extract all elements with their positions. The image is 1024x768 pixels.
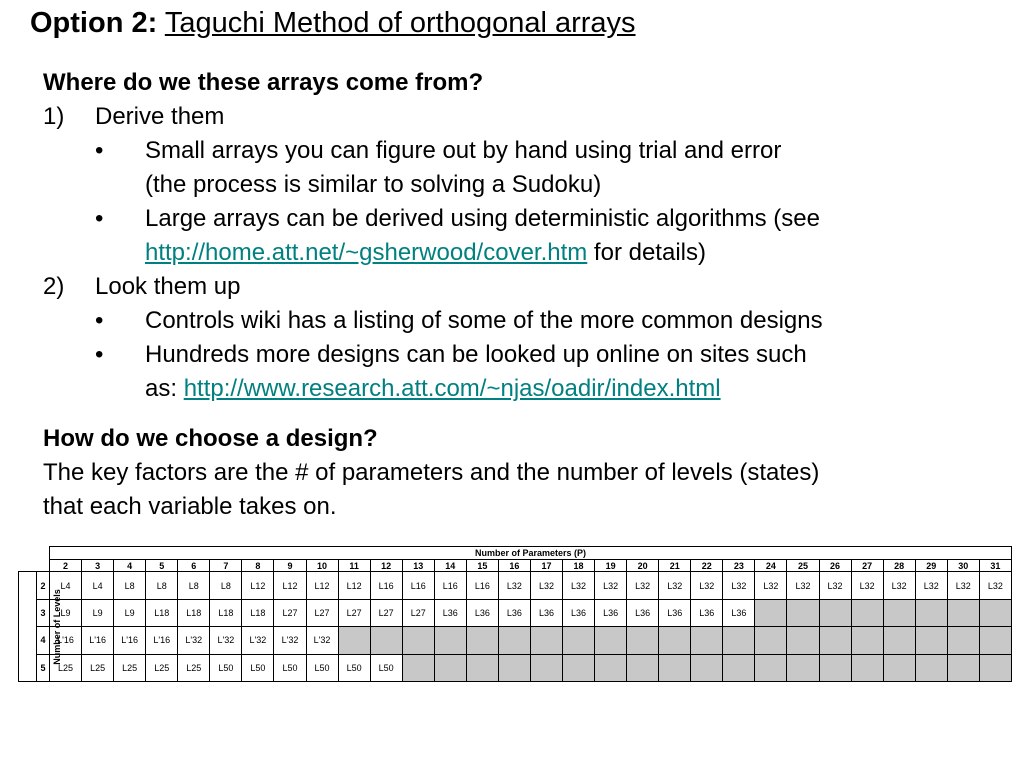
param-count-header: 27 <box>851 560 883 572</box>
param-count-header: 26 <box>819 560 851 572</box>
param-count-header: 25 <box>787 560 819 572</box>
bullet-small-arrays <box>43 134 1003 168</box>
param-count-header: 31 <box>979 560 1011 572</box>
array-cell <box>498 627 530 654</box>
array-cell: L'16 <box>50 627 82 654</box>
array-cell <box>627 654 659 681</box>
levels-header <box>19 572 62 682</box>
array-cell: L16 <box>370 572 402 599</box>
array-cell <box>851 627 883 654</box>
array-cell: L36 <box>595 599 627 626</box>
array-cell <box>466 654 498 681</box>
array-cell: L27 <box>338 599 370 626</box>
array-cell: L'16 <box>82 627 114 654</box>
level-row <box>19 572 1012 599</box>
title-method-name: Taguchi Method of orthogonal arrays <box>164 7 636 39</box>
array-cell <box>595 627 627 654</box>
array-cell: L12 <box>306 572 338 599</box>
bullet-mark: • <box>95 205 104 232</box>
array-cell <box>723 654 755 681</box>
array-cell <box>563 627 595 654</box>
array-cell: L50 <box>242 654 274 681</box>
param-count-header: 12 <box>370 560 402 572</box>
array-cell: L36 <box>563 599 595 626</box>
param-count-header: 4 <box>114 560 146 572</box>
array-cell <box>691 627 723 654</box>
array-cell: L'16 <box>114 627 146 654</box>
level-row <box>19 654 1012 681</box>
array-cell: L36 <box>530 599 562 626</box>
orthogonal-array-table <box>18 546 1012 682</box>
list-item-text: Derive them <box>95 103 225 130</box>
param-count-header: 7 <box>210 560 242 572</box>
array-cell <box>434 627 466 654</box>
array-cell <box>915 599 947 626</box>
array-cell: L32 <box>915 572 947 599</box>
bullet-text: Controls wiki has a listing of some of the more common designs <box>145 307 823 334</box>
list-item-lookup <box>43 270 1003 304</box>
bullet-large-arrays <box>43 202 1003 236</box>
bullet-continuation <box>43 236 1003 270</box>
array-cell: L16 <box>466 572 498 599</box>
array-cell: L32 <box>627 572 659 599</box>
array-cell: L36 <box>659 599 691 626</box>
array-cell: L32 <box>659 572 691 599</box>
param-count-header: 14 <box>434 560 466 572</box>
bullet-text: Large arrays can be derived using deterministic algorithms (see <box>145 205 820 232</box>
level-number: 3 <box>37 599 50 626</box>
bullet-continuation <box>43 372 1003 406</box>
bullet-text: Hundreds more designs can be looked up online on sites such <box>145 341 807 368</box>
array-cell <box>434 654 466 681</box>
section2-heading: How do we choose a design? <box>43 425 378 452</box>
levels-header-text: Number of Levels <box>51 588 62 665</box>
bullet-mark: • <box>95 307 104 334</box>
array-cell: L32 <box>530 572 562 599</box>
array-cell: L50 <box>274 654 306 681</box>
param-count-header: 23 <box>723 560 755 572</box>
array-cell: L27 <box>370 599 402 626</box>
gsherwood-link[interactable]: http://home.att.net/~gsherwood/cover.htm <box>145 239 588 266</box>
section1-heading: Where do we these arrays come from? <box>43 69 484 96</box>
array-cell: L8 <box>210 572 242 599</box>
array-cell: L18 <box>178 599 210 626</box>
array-cell <box>915 654 947 681</box>
slide-title <box>30 7 636 40</box>
link-suffix-text: for details) <box>587 239 706 266</box>
array-cell: L16 <box>434 572 466 599</box>
array-cell <box>755 627 787 654</box>
param-count-header: 21 <box>659 560 691 572</box>
list-number: 2) <box>43 273 65 300</box>
array-cell: L32 <box>723 572 755 599</box>
level-number: 4 <box>37 627 50 654</box>
array-cell: L32 <box>595 572 627 599</box>
link-prefix-text: as: <box>145 375 184 402</box>
array-cell: L18 <box>146 599 178 626</box>
array-cell <box>402 654 434 681</box>
array-cell: L'16 <box>146 627 178 654</box>
array-cell: L36 <box>434 599 466 626</box>
array-cell <box>627 627 659 654</box>
array-cell: L18 <box>242 599 274 626</box>
array-cell: L32 <box>755 572 787 599</box>
array-cell: L27 <box>402 599 434 626</box>
array-cell <box>883 599 915 626</box>
array-cell <box>787 654 819 681</box>
array-cell: L36 <box>498 599 530 626</box>
array-cell: L'32 <box>306 627 338 654</box>
array-cell: L8 <box>178 572 210 599</box>
array-cell: L32 <box>691 572 723 599</box>
array-cell: L36 <box>691 599 723 626</box>
param-count-header: 8 <box>242 560 274 572</box>
oadir-link[interactable]: http://www.research.att.com/~njas/oadir/index.html <box>183 375 721 402</box>
array-cell <box>851 654 883 681</box>
array-cell: L50 <box>370 654 402 681</box>
array-cell: L9 <box>114 599 146 626</box>
param-count-header: 29 <box>915 560 947 572</box>
param-count-header: 13 <box>402 560 434 572</box>
list-item-derive <box>43 100 1003 134</box>
param-count-header: 19 <box>595 560 627 572</box>
array-cell <box>979 654 1011 681</box>
array-cell: L'32 <box>274 627 306 654</box>
array-cell: L'32 <box>178 627 210 654</box>
bullet-hundreds-more <box>43 338 1003 372</box>
array-cell: L36 <box>627 599 659 626</box>
level-number: 2 <box>37 572 50 599</box>
array-cell: L4 <box>82 572 114 599</box>
array-cell: L'32 <box>242 627 274 654</box>
array-cell: L50 <box>338 654 370 681</box>
param-count-header: 22 <box>691 560 723 572</box>
section2-text-line1: The key factors are the # of parameters and the number of levels (states) <box>43 459 820 486</box>
array-cell <box>338 627 370 654</box>
param-count-header: 17 <box>530 560 562 572</box>
param-count-header: 24 <box>755 560 787 572</box>
array-cell <box>755 599 787 626</box>
array-cell <box>979 599 1011 626</box>
array-cell: L25 <box>178 654 210 681</box>
array-cell <box>787 627 819 654</box>
list-number: 1) <box>43 103 65 130</box>
array-cell <box>466 627 498 654</box>
array-cell: L9 <box>50 599 82 626</box>
param-count-header: 2 <box>50 560 82 572</box>
param-count-header: 6 <box>178 560 210 572</box>
array-cell: L32 <box>851 572 883 599</box>
array-cell: L'32 <box>210 627 242 654</box>
array-cell: L25 <box>146 654 178 681</box>
array-cell <box>530 654 562 681</box>
array-cell <box>819 599 851 626</box>
array-cell: L50 <box>306 654 338 681</box>
slide-body <box>43 66 1003 524</box>
array-cell: L25 <box>50 654 82 681</box>
level-row <box>19 627 1012 654</box>
array-cell <box>883 654 915 681</box>
array-cell: L36 <box>466 599 498 626</box>
array-cell: L18 <box>210 599 242 626</box>
level-number: 5 <box>37 654 50 681</box>
param-count-header: 28 <box>883 560 915 572</box>
array-cell <box>659 654 691 681</box>
array-cell: L50 <box>210 654 242 681</box>
array-cell: L9 <box>82 599 114 626</box>
param-count-header: 11 <box>338 560 370 572</box>
bullet-mark: • <box>95 137 104 164</box>
array-cell: L12 <box>338 572 370 599</box>
array-cell <box>498 654 530 681</box>
param-count-header: 3 <box>82 560 114 572</box>
parameters-header: Number of Parameters (P) <box>50 547 1012 560</box>
bullet-mark: • <box>95 341 104 368</box>
array-cell: L8 <box>146 572 178 599</box>
array-cell <box>787 599 819 626</box>
param-count-header: 20 <box>627 560 659 572</box>
array-cell: L8 <box>114 572 146 599</box>
list-item-text: Look them up <box>95 273 241 300</box>
array-cell <box>851 599 883 626</box>
array-cell <box>947 627 979 654</box>
array-cell: L32 <box>947 572 979 599</box>
array-cell <box>370 627 402 654</box>
array-cell <box>691 654 723 681</box>
param-count-header: 10 <box>306 560 338 572</box>
param-count-header: 15 <box>466 560 498 572</box>
array-cell: L12 <box>242 572 274 599</box>
array-cell: L16 <box>402 572 434 599</box>
array-cell <box>947 654 979 681</box>
array-cell: L36 <box>723 599 755 626</box>
array-cell <box>819 627 851 654</box>
array-cell <box>883 627 915 654</box>
array-cell <box>979 627 1011 654</box>
array-cell <box>947 599 979 626</box>
array-cell <box>819 654 851 681</box>
bullet-continuation: (the process is similar to solving a Sudoku) <box>145 171 602 198</box>
section2-text-line2: that each variable takes on. <box>43 493 337 520</box>
array-cell: L25 <box>82 654 114 681</box>
array-cell <box>915 627 947 654</box>
array-cell: L25 <box>114 654 146 681</box>
array-cell <box>659 627 691 654</box>
array-cell: L12 <box>274 572 306 599</box>
array-cell: L32 <box>979 572 1011 599</box>
array-cell <box>755 654 787 681</box>
param-count-header: 18 <box>563 560 595 572</box>
array-cell <box>530 627 562 654</box>
array-cell <box>723 627 755 654</box>
param-count-header: 30 <box>947 560 979 572</box>
array-cell: L32 <box>563 572 595 599</box>
param-count-header: 5 <box>146 560 178 572</box>
array-cell <box>402 627 434 654</box>
bullet-controls-wiki <box>43 304 1003 338</box>
title-option-label: Option 2: <box>30 7 158 39</box>
array-cell: L32 <box>883 572 915 599</box>
bullet-text: Small arrays you can figure out by hand using trial and error <box>145 137 782 164</box>
array-cell: L32 <box>819 572 851 599</box>
array-cell <box>595 654 627 681</box>
param-count-header: 16 <box>498 560 530 572</box>
param-count-header: 9 <box>274 560 306 572</box>
array-cell: L4 <box>50 572 82 599</box>
array-cell <box>563 654 595 681</box>
array-cell: L27 <box>306 599 338 626</box>
array-cell: L32 <box>787 572 819 599</box>
array-cell: L27 <box>274 599 306 626</box>
level-row <box>19 599 1012 626</box>
array-cell: L32 <box>498 572 530 599</box>
